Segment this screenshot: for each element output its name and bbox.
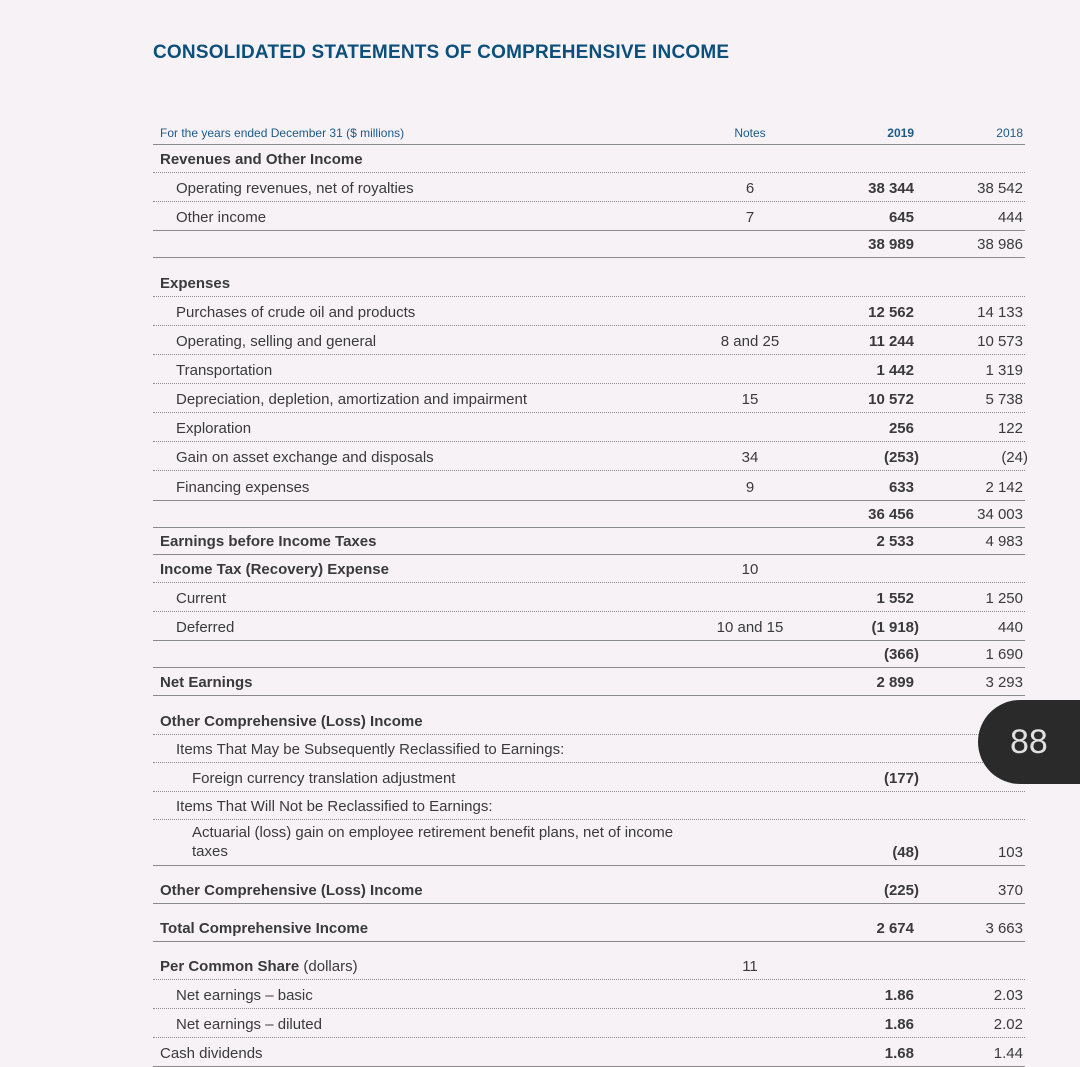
- value-2018: 2.02: [993, 1016, 1023, 1033]
- value-2018: 3 293: [985, 674, 1023, 691]
- value-2019: 1.68: [884, 1045, 914, 1062]
- row-revenues-total: [153, 231, 1025, 258]
- section-oci-heading: [153, 712, 1025, 735]
- row-actuarial: [153, 820, 1025, 866]
- value-2019: 38 989: [868, 236, 914, 253]
- value-2018: 1 690: [985, 646, 1023, 663]
- row-earnings-before-tax: [153, 528, 1025, 555]
- value-2018: 2 142: [985, 479, 1023, 496]
- row-label: Current: [176, 590, 227, 607]
- value-2019: 10 572: [868, 391, 914, 408]
- row-tax-total: [153, 641, 1025, 668]
- row-label: Foreign currency translation adjustment: [192, 770, 456, 787]
- value-2019: 11 244: [868, 333, 914, 350]
- row-notes: 9: [745, 479, 755, 496]
- value-2019: 2 533: [876, 533, 914, 550]
- value-2018: 1.44: [993, 1045, 1023, 1062]
- value-2018: 1 319: [985, 362, 1023, 379]
- header-2019: 2019: [887, 126, 914, 140]
- value-2019: 633: [888, 479, 914, 496]
- row-label: Gain on asset exchange and disposals: [176, 449, 434, 466]
- value-2019: 256: [888, 420, 914, 437]
- row-label: Revenues and Other Income: [160, 151, 363, 168]
- section-revenues-heading: [153, 145, 1025, 173]
- page-title: CONSOLIDATED STATEMENTS OF COMPREHENSIVE INCOME: [153, 42, 730, 63]
- value-2019: (177): [883, 770, 919, 787]
- row-net-earnings-basic: [153, 980, 1025, 1009]
- header-period-label: For the years ended December 31 ($ millions): [160, 126, 405, 140]
- row-notes: 7: [745, 209, 755, 226]
- row-notes: 11: [742, 958, 758, 975]
- row-label: Other Comprehensive (Loss) Income: [160, 882, 423, 899]
- row-foreign-currency: [153, 763, 1025, 792]
- row-gain-on-asset: [153, 442, 1028, 471]
- row-label: Financing expenses: [176, 479, 310, 496]
- row-label: Operating, selling and general: [176, 333, 377, 350]
- section-income-tax-heading: [153, 555, 1025, 583]
- row-label: Net earnings – diluted: [176, 1016, 322, 1033]
- row-label: Items That May be Subsequently Reclassified to Earnings:: [176, 741, 565, 758]
- value-2018: 4 983: [985, 533, 1023, 550]
- value-2019: 1.86: [884, 987, 914, 1004]
- row-expenses-total: [153, 501, 1025, 528]
- row-label: Actuarial (loss) gain on employee retirement benefit plans, net of income taxes: [192, 824, 674, 860]
- row-label: Exploration: [176, 420, 252, 437]
- value-2019: 1 442: [876, 362, 914, 379]
- row-label: Earnings before Income Taxes: [160, 533, 377, 550]
- value-2019: 2 899: [876, 674, 914, 691]
- value-2018: 10 573: [977, 333, 1023, 350]
- value-2018: 3 663: [985, 920, 1023, 937]
- value-2018: 34 003: [977, 506, 1023, 523]
- value-2019: (253): [883, 449, 919, 466]
- section-expenses-heading: [153, 274, 1025, 297]
- row-label: Net Earnings: [160, 674, 253, 691]
- value-2019: 645: [888, 209, 914, 226]
- value-2018: 103: [997, 844, 1023, 861]
- row-not-reclassified-heading: [153, 792, 1025, 820]
- value-2019: (225): [883, 882, 919, 899]
- row-label: Other Comprehensive (Loss) Income: [160, 713, 423, 730]
- row-label: Depreciation, depletion, amortization and impairment: [176, 391, 528, 408]
- row-financing-expenses: [153, 471, 1025, 501]
- value-2019: (366): [883, 646, 919, 663]
- value-2019: 1.86: [884, 1016, 914, 1033]
- value-2018: 370: [997, 882, 1023, 899]
- value-2019: (1 918): [871, 619, 919, 636]
- row-notes: 8 and 25: [720, 333, 780, 350]
- row-cash-dividends: [153, 1038, 1025, 1067]
- row-label: Other income: [176, 209, 267, 226]
- row-notes: 10 and 15: [716, 619, 784, 636]
- row-label: Transportation: [176, 362, 273, 379]
- value-2018: 38 542: [977, 180, 1023, 197]
- row-total-comprehensive-income: [153, 904, 1025, 942]
- row-tax-current: [153, 583, 1025, 612]
- income-statement-table: [153, 120, 1028, 1067]
- row-label: Purchases of crude oil and products: [176, 304, 416, 321]
- per-share-label-units: (dollars): [299, 958, 358, 975]
- row-net-earnings: [153, 668, 1025, 696]
- row-operating-revenues: [153, 173, 1025, 202]
- per-share-label-bold: Per Common Share: [160, 958, 300, 975]
- row-notes: 6: [745, 180, 755, 197]
- value-2019: (48): [892, 844, 919, 861]
- row-label: [160, 958, 358, 975]
- row-label: Items That Will Not be Reclassified to Earnings:: [176, 798, 493, 815]
- row-notes: 10: [741, 561, 759, 578]
- header-2018: 2018: [996, 126, 1023, 140]
- row-oci-total: [153, 866, 1025, 904]
- row-label: Operating revenues, net of royalties: [176, 180, 414, 197]
- row-exploration: [153, 413, 1025, 442]
- value-2018: 444: [997, 209, 1023, 226]
- row-transportation: [153, 355, 1025, 384]
- value-2019: 38 344: [868, 180, 914, 197]
- section-per-share-heading: [153, 942, 1025, 980]
- row-label: Total Comprehensive Income: [160, 920, 369, 937]
- row-operating-selling-general: [153, 326, 1025, 355]
- value-2018: 440: [997, 619, 1023, 636]
- header-notes: Notes: [734, 126, 766, 140]
- page-number-badge[interactable]: 88: [978, 700, 1080, 784]
- row-depreciation: [153, 384, 1025, 413]
- row-label: Expenses: [160, 275, 231, 292]
- value-2018: 2.03: [993, 987, 1023, 1004]
- value-2019: 1 552: [876, 590, 914, 607]
- value-2018: 14 133: [977, 304, 1023, 321]
- value-2019: 36 456: [868, 506, 914, 523]
- row-purchases: [153, 297, 1025, 326]
- row-notes: 15: [741, 391, 759, 408]
- value-2018: (24): [1001, 449, 1028, 466]
- table-header: [153, 120, 1025, 145]
- row-tax-deferred: [153, 612, 1025, 641]
- row-may-reclassified-heading: [153, 735, 1025, 763]
- row-label: Income Tax (Recovery) Expense: [160, 561, 389, 578]
- row-label: Cash dividends: [160, 1045, 263, 1062]
- row-label: Net earnings – basic: [176, 987, 313, 1004]
- value-2019: 12 562: [868, 304, 914, 321]
- row-other-income: [153, 202, 1025, 231]
- row-net-earnings-diluted: [153, 1009, 1025, 1038]
- value-2019: 2 674: [876, 920, 914, 937]
- value-2018: 122: [997, 420, 1023, 437]
- row-label: Deferred: [176, 619, 235, 636]
- value-2018: 5 738: [985, 391, 1023, 408]
- row-notes: 34: [741, 449, 759, 466]
- value-2018: 38 986: [977, 236, 1023, 253]
- value-2018: 1 250: [985, 590, 1023, 607]
